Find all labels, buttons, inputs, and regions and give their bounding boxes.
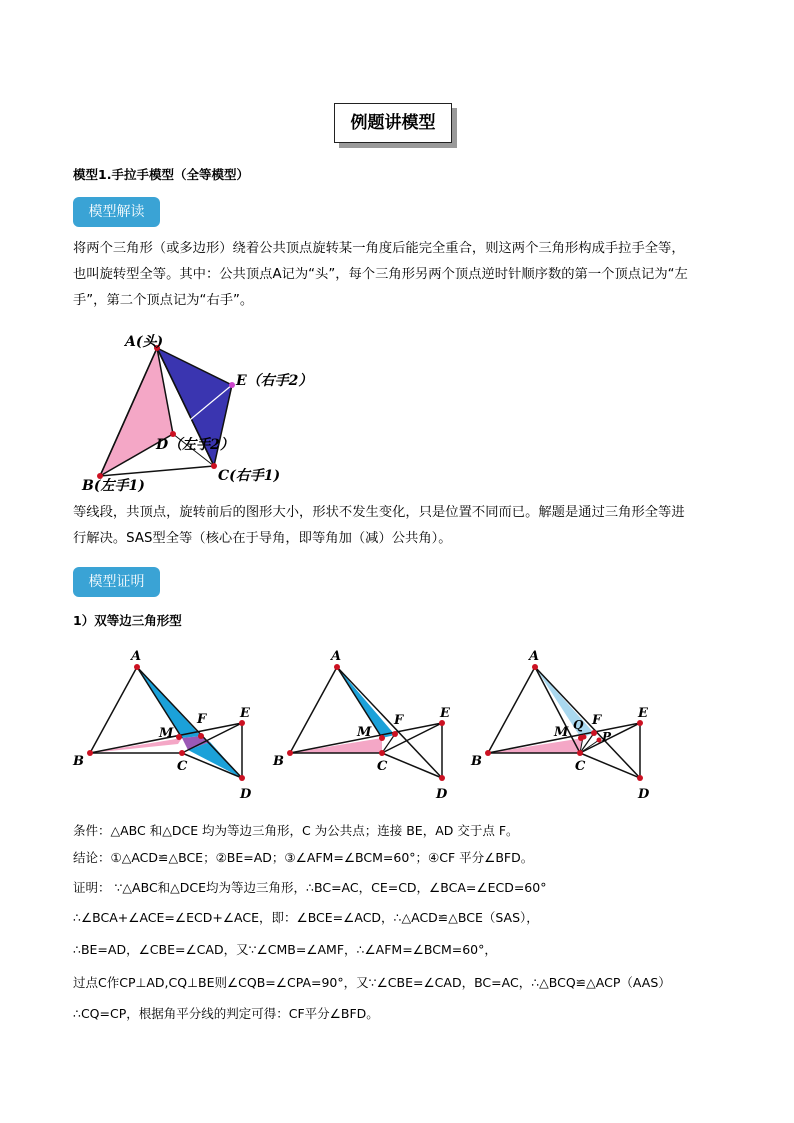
point-m	[379, 735, 385, 741]
label-e: E	[240, 706, 250, 721]
label-b: B	[273, 754, 284, 769]
label-d: D	[436, 787, 448, 802]
point-d	[439, 775, 445, 781]
label-b: B	[471, 754, 482, 769]
tag-model-reading: 模型解读	[73, 197, 160, 227]
label-q: Q	[573, 718, 584, 732]
label-e: E（右手2）	[236, 373, 313, 389]
point-f	[392, 731, 398, 737]
segment-cd	[382, 753, 442, 778]
point-c	[179, 750, 185, 756]
label-a: A	[331, 649, 342, 664]
intro-line: 手”，第二个顶点记为“右手”。	[73, 293, 254, 308]
condition-line: 条件：△ABC 和△DCE 均为等边三角形，C 为公共点；连接 BE，AD 交于点 F。	[73, 823, 519, 838]
segment-ad	[137, 667, 242, 778]
label-a: A(头)	[125, 334, 164, 350]
label-f: F	[197, 712, 207, 727]
conclusion-line: 结论：①△ACD≌△BCE；②BE=AD；③∠AFM=∠BCM=60°；④CF 平分∠BFD。	[73, 850, 534, 865]
point-a	[334, 664, 340, 670]
cyan-region-lower	[188, 742, 242, 778]
proof-line: ∴BE=AD，∠CBE=∠CAD，又∵∠CMB=∠AMF，∴∠AFM=∠BCM=60°，	[73, 942, 497, 957]
segment-ad	[535, 667, 640, 778]
point-p	[597, 738, 602, 743]
point-b	[287, 750, 293, 756]
label-p: P	[602, 730, 612, 744]
proof-line: ∴∠BCA+∠ACE=∠ECD+∠ACE，即：∠BCE=∠ACD，∴△ACD≌△BCE（SAS），	[73, 910, 539, 925]
label-c: C	[177, 759, 188, 774]
label-m: M	[159, 726, 174, 741]
label-d: D	[240, 787, 252, 802]
point-b	[87, 750, 93, 756]
intro-line: 也叫旋转型全等。其中：公共顶点A记为“头”，每个三角形另两个顶点逆时针顺序数的第一个顶点记为“左	[73, 267, 688, 282]
intro-line: 将两个三角形（或多边形）绕着公共顶点旋转某一角度后能完全重合，则这两个三角形构成手拉手全等，	[73, 241, 685, 256]
point-f	[198, 733, 204, 739]
point-d	[239, 775, 245, 781]
segment-cd	[580, 753, 640, 778]
tag-model-proof: 模型证明	[73, 567, 160, 597]
point-f	[591, 730, 597, 736]
point-c	[577, 750, 583, 756]
intro-paragraph	[73, 236, 723, 314]
label-f: F	[592, 713, 602, 728]
label-d: D	[638, 787, 650, 802]
explanation-line: 行解决。SAS型全等（核心在于导角，即等角加（减）公共角）。	[73, 531, 452, 546]
label-c: C	[575, 759, 586, 774]
point-a	[134, 664, 140, 670]
title-box	[334, 103, 452, 143]
segment-cp	[580, 740, 599, 753]
label-e: E	[440, 706, 450, 721]
label-m: M	[357, 725, 372, 740]
figure-equilateral-b	[270, 645, 460, 805]
proof-line: 过点C作CP⊥AD,CQ⊥BE则∠CQB=∠CPA=90°，又∵∠CBE=∠CAD，BC=AC，∴△BCQ≌△ACP（AAS）	[73, 975, 671, 990]
point-d	[637, 775, 643, 781]
explanation-line: 等线段，共顶点，旋转前后的图形大小，形状不发生变化，只是位置不同而已。解题是通过三角形全等进	[73, 505, 685, 520]
label-e: E	[638, 706, 648, 721]
explanation-paragraph	[73, 500, 723, 552]
segment-ab	[290, 667, 337, 753]
label-f: F	[394, 713, 404, 728]
label-m: M	[554, 725, 569, 740]
figure-equilateral-c	[468, 645, 658, 805]
label-c: C	[377, 759, 388, 774]
segment-ce	[382, 723, 442, 753]
point-c	[211, 463, 217, 469]
label-b: B	[73, 754, 84, 769]
point-b	[485, 750, 491, 756]
proof-line: ∴CQ=CP，根据角平分线的判定可得：CF平分∠BFD。	[73, 1006, 379, 1021]
label-a: A	[131, 649, 142, 664]
page-title: 例题讲模型	[350, 113, 436, 133]
model-heading: 模型1.手拉手模型（全等模型）	[73, 167, 249, 182]
point-m	[176, 734, 182, 740]
label-a: A	[529, 649, 540, 664]
point-e	[229, 382, 235, 388]
label-b: B(左手1)	[82, 478, 145, 494]
segment-bc	[100, 466, 214, 476]
label-c: C(右手1)	[218, 468, 281, 484]
point-q	[582, 735, 587, 740]
label-d: D（左手2）	[156, 437, 234, 453]
segment-ab	[90, 667, 137, 753]
sub-heading: 1）双等边三角形型	[73, 613, 182, 628]
segment-ab	[488, 667, 535, 753]
segment-ad	[337, 667, 442, 778]
point-a	[532, 664, 538, 670]
figure-equilateral-a	[70, 645, 260, 805]
proof-line: 证明： ∵△ABC和△DCE均为等边三角形，∴BC=AC，CE=CD，∠BCA=∠ECD=60°	[73, 880, 547, 895]
hand-in-hand-figure	[70, 330, 350, 500]
triangle-abd	[100, 348, 173, 476]
point-c	[379, 750, 385, 756]
